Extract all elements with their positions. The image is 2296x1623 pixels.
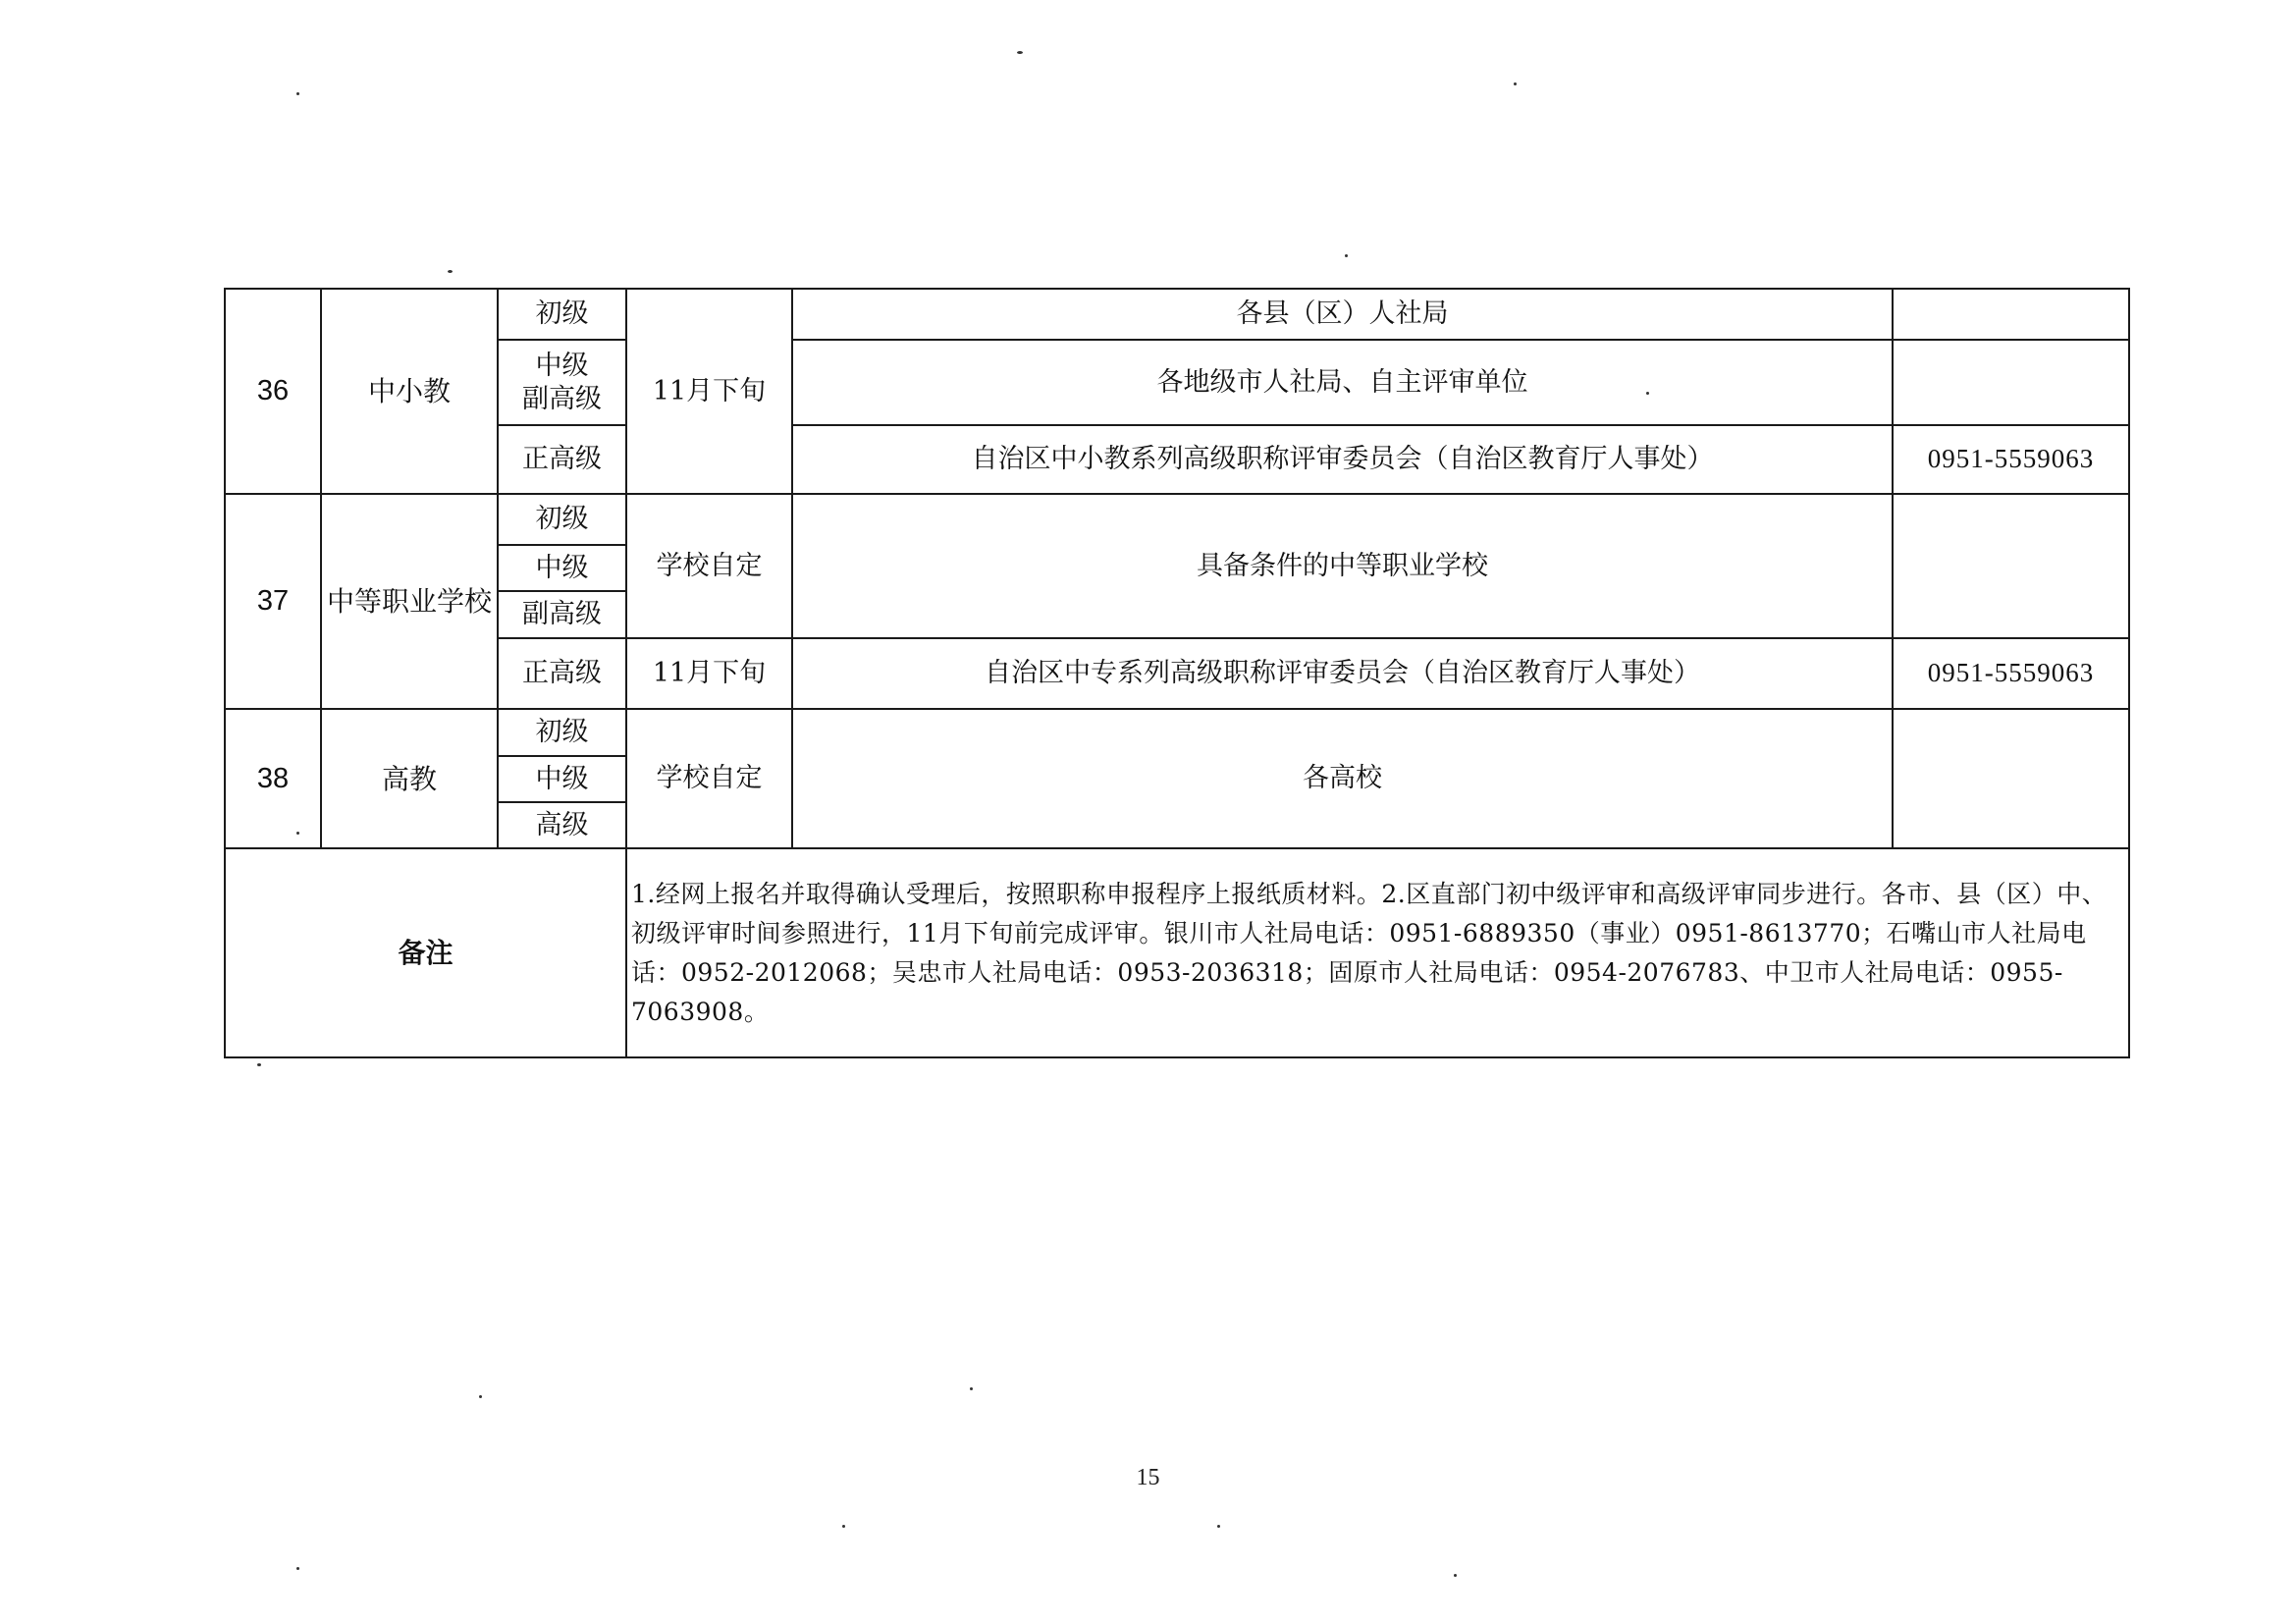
level-cell: 初级 <box>498 709 626 756</box>
unit-cell: 自治区中小教系列高级职称评审委员会（自治区教育厅人事处） <box>792 425 1893 494</box>
scan-speck <box>257 1063 261 1066</box>
unit-cell: 各县（区）人社局 <box>792 289 1893 340</box>
category-cell: 中小教 <box>321 289 498 494</box>
scan-speck <box>1514 82 1517 85</box>
data-table <box>224 288 2130 1058</box>
phone-cell <box>1893 709 2129 848</box>
level-cell: 正高级 <box>498 425 626 494</box>
category-cell: 高教 <box>321 709 498 848</box>
phone-cell: 0951-5559063 <box>1893 425 2129 494</box>
scan-speck <box>296 92 299 95</box>
table-row <box>225 709 2129 756</box>
phone-cell <box>1893 494 2129 638</box>
scan-speck <box>1454 1574 1457 1577</box>
phone-cell <box>1893 289 2129 340</box>
table-row <box>225 494 2129 545</box>
row-number: 37 <box>225 494 321 709</box>
level-cell: 初级 <box>498 289 626 340</box>
level-cell: 高级 <box>498 802 626 848</box>
level-cell: 中级 <box>498 756 626 802</box>
table-row <box>225 289 2129 340</box>
scan-speck <box>448 270 453 273</box>
level-cell: 中级 <box>498 545 626 591</box>
scan-speck <box>296 1567 299 1570</box>
scan-speck <box>479 1395 482 1398</box>
page-number: 15 <box>1136 1465 1160 1490</box>
time-cell: 学校自定 <box>626 494 792 638</box>
level-cell: 正高级 <box>498 638 626 709</box>
table-row <box>225 340 2129 425</box>
scan-speck <box>970 1387 973 1390</box>
unit-cell: 各高校 <box>792 709 1893 848</box>
unit-cell: 自治区中专系列高级职称评审委员会（自治区教育厅人事处） <box>792 638 1893 709</box>
phone-cell <box>1893 340 2129 425</box>
level-cell: 副高级 <box>498 591 626 638</box>
scan-speck <box>1017 51 1023 54</box>
unit-cell: 各地级市人社局、自主评审单位 <box>792 340 1893 425</box>
level-cell: 初级 <box>498 494 626 545</box>
notes-label: 备注 <box>225 848 626 1057</box>
scan-speck <box>296 832 299 835</box>
notes-row <box>225 848 2129 1057</box>
scan-speck <box>1217 1525 1220 1528</box>
time-cell: 11月下旬 <box>626 289 792 494</box>
time-cell: 学校自定 <box>626 709 792 848</box>
scan-speck <box>1646 392 1649 395</box>
scan-speck <box>1345 254 1348 257</box>
phone-cell: 0951-5559063 <box>1893 638 2129 709</box>
row-number: 36 <box>225 289 321 494</box>
level-cell: 中级 副高级 <box>498 340 626 425</box>
category-cell: 中等职业学校 <box>321 494 498 709</box>
time-cell: 11月下旬 <box>626 638 792 709</box>
unit-cell: 具备条件的中等职业学校 <box>792 494 1893 638</box>
scan-speck <box>842 1525 845 1528</box>
table-row <box>225 425 2129 494</box>
table-row <box>225 638 2129 709</box>
notes-text: 1.经网上报名并取得确认受理后，按照职称申报程序上报纸质材料。2.区直部门初中级评审和高级评审同步进行。各市、县（区）中、初级评审时间参照进行，11月下旬前完成评审。银川市人社局电话：0951-6889350（事业）0951-8613770；石嘴山市人社局电话：0952-2012068；吴忠市人社局电话：0953-2036318；固原市人社局电话：0954-2076783、中卫市人社局电话：0955-7063908。 <box>626 848 2129 1057</box>
row-number: 38 <box>225 709 321 848</box>
